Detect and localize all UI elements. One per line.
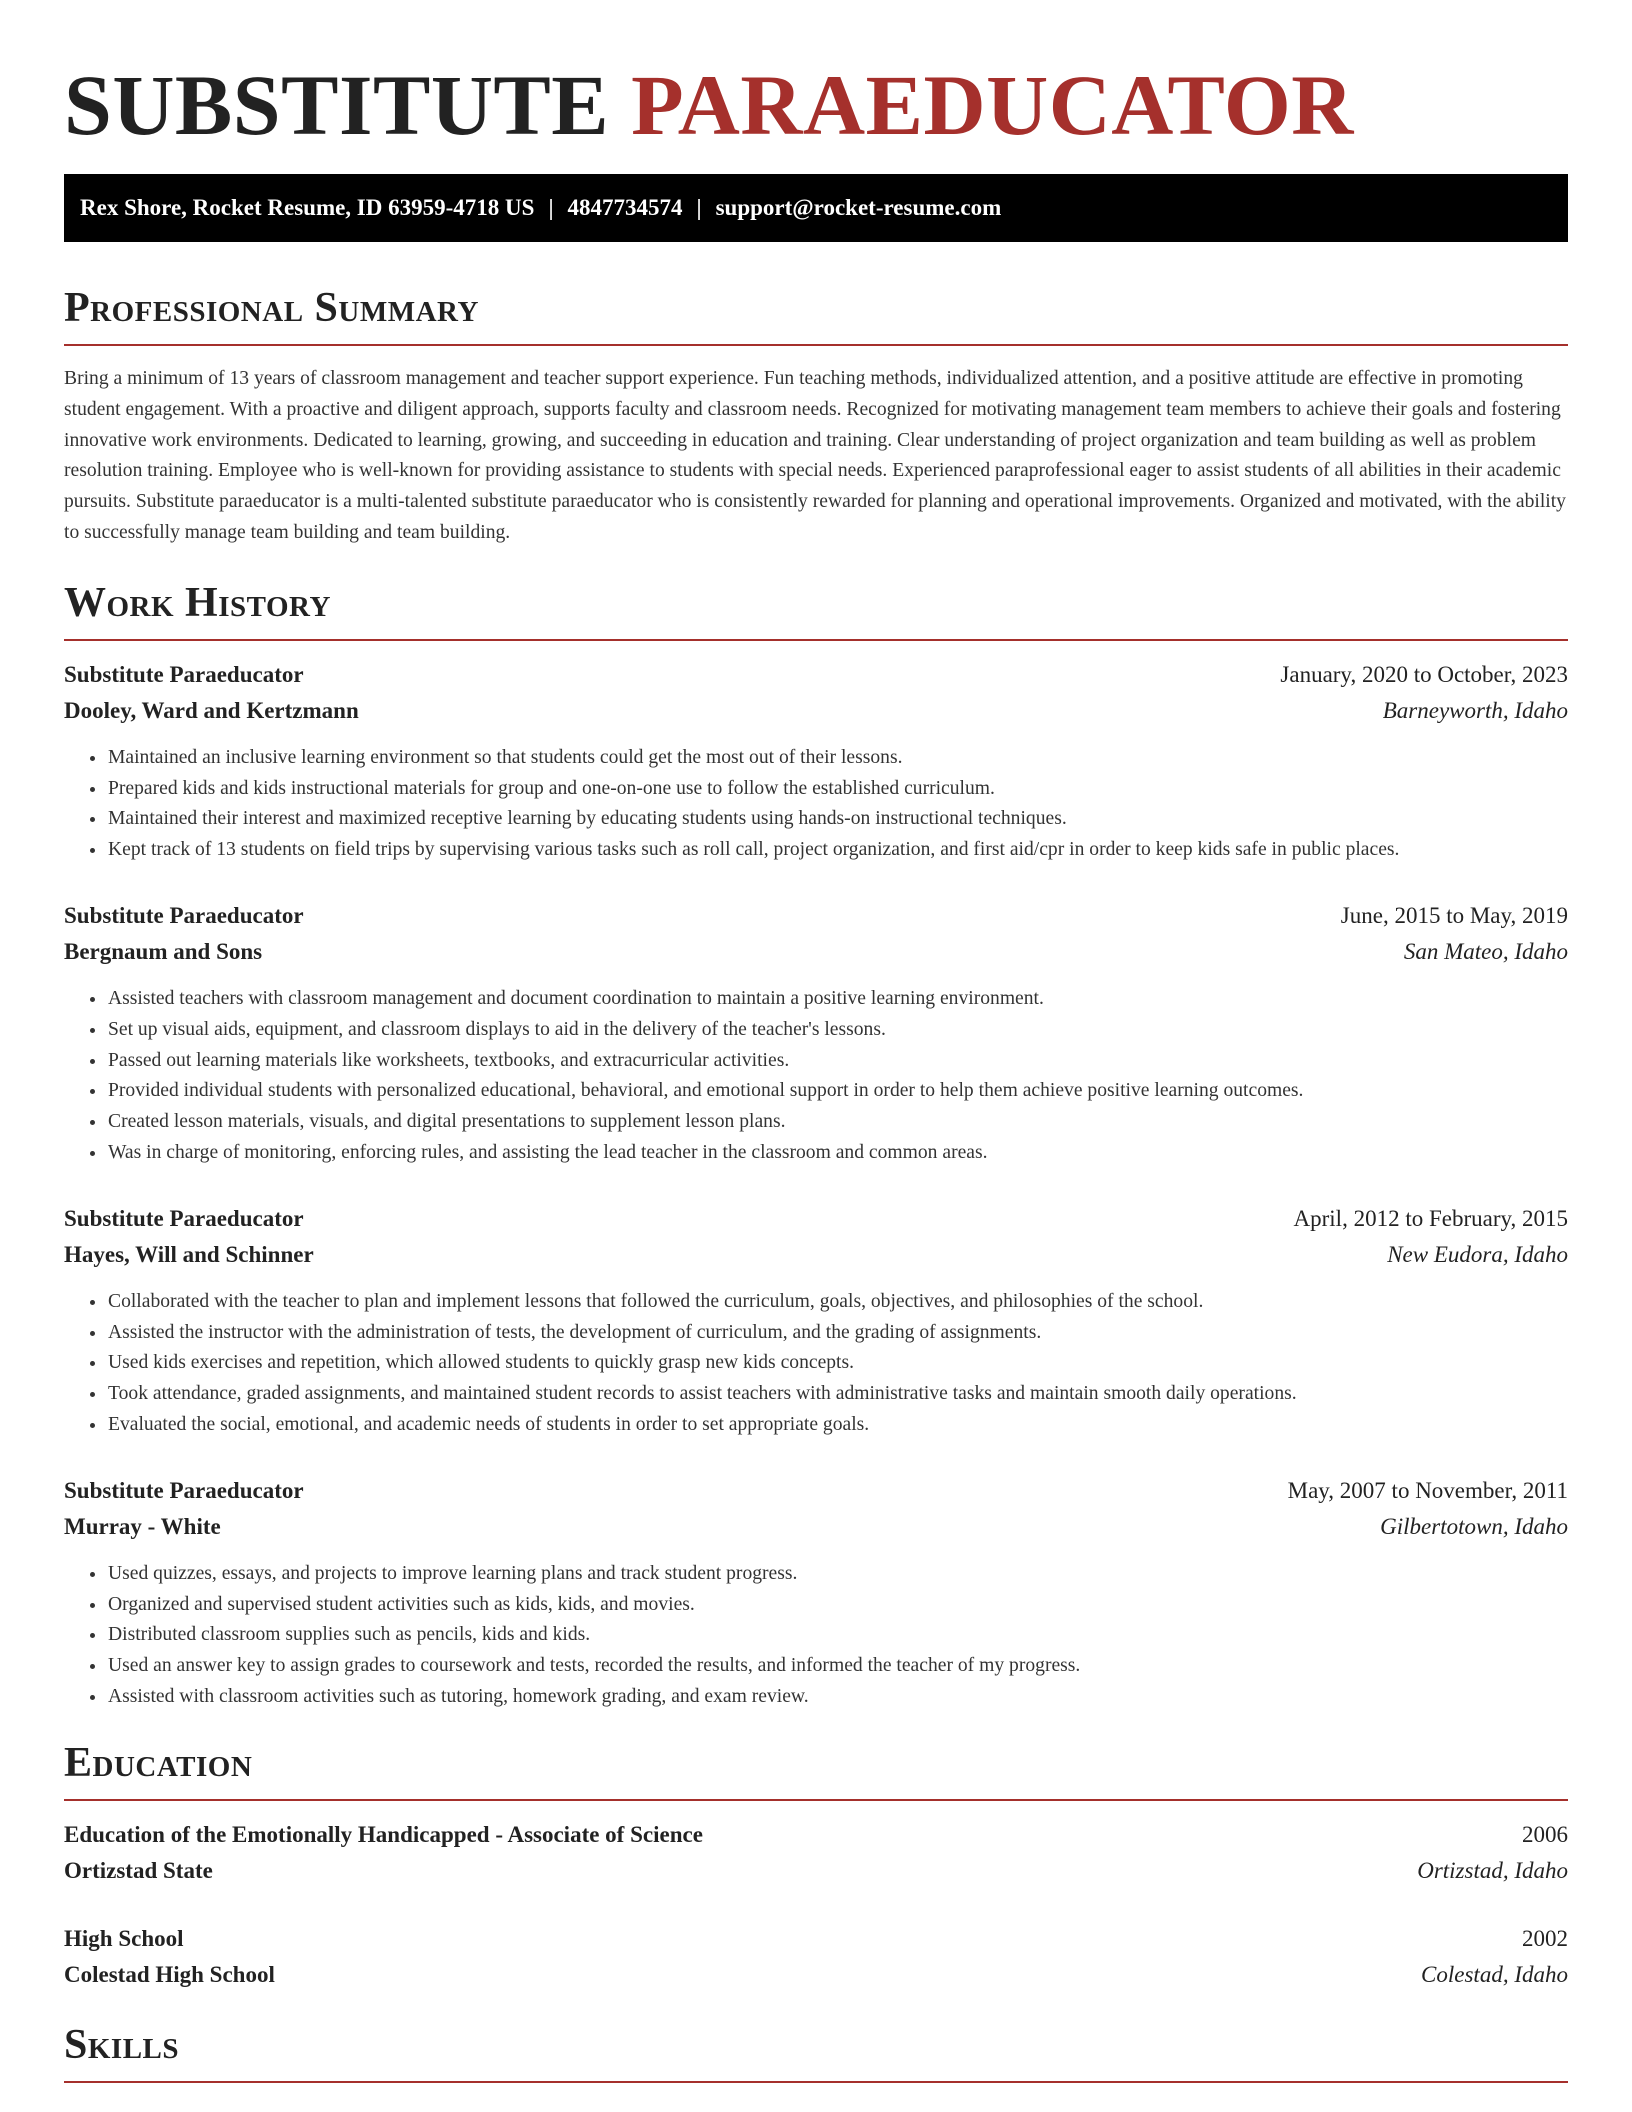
contact-email: support@rocket-resume.com: [715, 195, 1002, 220]
job-company-row: [64, 934, 1568, 970]
title-first-word: SUBSTITUTE: [64, 57, 610, 153]
resume-title: [64, 56, 1568, 154]
work-history-heading: Work History: [64, 577, 1568, 641]
education-degree: Education of the Emotionally Handicapped - Associate of Science: [64, 1821, 703, 1847]
job-bullet: • Organized and supervised student activities such as kids, kids, and movies.: [107, 1590, 1568, 1621]
job-bullet: • Was in charge of monitoring, enforcing rules, and assisting the lead teacher in the classroom and common areas.: [107, 1138, 1568, 1169]
education-school: Colestad High School: [64, 1961, 275, 1987]
job-header-row: [64, 898, 1568, 934]
contact-separator: |: [548, 195, 554, 220]
job-bullet: • Kept track of 13 students on field trips by supervising various tasks such as roll call, project organization, and first aid/cpr in order to keep kids safe in public places.: [107, 835, 1568, 866]
job-company: Bergnaum and Sons: [64, 938, 263, 964]
contact-separator: |: [696, 195, 702, 220]
job-company-row: [64, 1509, 1568, 1545]
education-year: 2002: [1522, 1925, 1568, 1951]
contact-address: Rex Shore, Rocket Resume, ID 63959-4718 US: [80, 195, 535, 220]
education-school-row: [64, 1853, 1568, 1889]
contact-phone: 4847734574: [567, 195, 683, 220]
title-second-word: PARAEDUCATOR: [631, 57, 1354, 153]
job-location: Gilbertotown, Idaho: [1380, 1513, 1568, 1539]
job-bullet: • Prepared kids and kids instructional materials for group and one-on-one use to follow the established curriculum.: [107, 774, 1568, 805]
job-dates: January, 2020 to October, 2023: [1280, 661, 1568, 687]
job-bullet: • Set up visual aids, equipment, and classroom displays to aid in the delivery of the teacher's lessons.: [107, 1015, 1568, 1046]
education-degree-row: [64, 1817, 1568, 1853]
job-bullet: • Created lesson materials, visuals, and digital presentations to supplement lesson plans.: [107, 1107, 1568, 1138]
job-company-row: [64, 693, 1568, 729]
job-bullet: • Assisted the instructor with the administration of tests, the development of curriculum, and the grading of assignments.: [107, 1318, 1568, 1349]
job-bullets: [64, 1287, 1568, 1441]
skills-heading: Skills: [64, 2019, 1568, 2083]
contact-bar: [64, 174, 1568, 242]
job-location: San Mateo, Idaho: [1403, 938, 1568, 964]
education-degree: High School: [64, 1925, 184, 1951]
job-dates: April, 2012 to February, 2015: [1293, 1205, 1568, 1231]
job-bullet: • Collaborated with the teacher to plan and implement lessons that followed the curriculum, goals, objectives, and philosophies of the school.: [107, 1287, 1568, 1318]
job-bullets: [64, 984, 1568, 1169]
education-school-row: [64, 1957, 1568, 1993]
job-entry: [64, 1473, 1568, 1713]
job-bullet: • Used kids exercises and repetition, which allowed students to quickly grasp new kids concepts.: [107, 1348, 1568, 1379]
job-company: Hayes, Will and Schinner: [64, 1241, 314, 1267]
education-location: Colestad, Idaho: [1421, 1961, 1568, 1987]
job-entry: [64, 1201, 1568, 1441]
job-title: Substitute Paraeducator: [64, 1205, 304, 1231]
job-title: Substitute Paraeducator: [64, 661, 304, 687]
job-entry: [64, 898, 1568, 1169]
summary-heading: Professional Summary: [64, 282, 1568, 346]
education-heading: Education: [64, 1737, 1568, 1801]
job-bullet: • Assisted with classroom activities such as tutoring, homework grading, and exam review.: [107, 1682, 1568, 1713]
job-header-row: [64, 1201, 1568, 1237]
job-header-row: [64, 657, 1568, 693]
education-degree-row: [64, 1921, 1568, 1957]
education-entry: [64, 1817, 1568, 1889]
job-company: Dooley, Ward and Kertzmann: [64, 697, 359, 723]
job-dates: June, 2015 to May, 2019: [1340, 902, 1568, 928]
education-school: Ortizstad State: [64, 1857, 213, 1883]
job-company-row: [64, 1237, 1568, 1273]
job-entry: [64, 657, 1568, 866]
job-bullet: • Maintained their interest and maximized receptive learning by educating students using hands-on instructional techniques.: [107, 804, 1568, 835]
job-bullet: • Evaluated the social, emotional, and academic needs of students in order to set appropriate goals.: [107, 1410, 1568, 1441]
job-title: Substitute Paraeducator: [64, 902, 304, 928]
job-header-row: [64, 1473, 1568, 1509]
job-bullet: • Maintained an inclusive learning environment so that students could get the most out of their lessons.: [107, 743, 1568, 774]
job-company: Murray - White: [64, 1513, 221, 1539]
job-location: New Eudora, Idaho: [1387, 1241, 1568, 1267]
job-title: Substitute Paraeducator: [64, 1477, 304, 1503]
job-bullet: • Used an answer key to assign grades to coursework and tests, recorded the results, and informed the teacher of my progress.: [107, 1651, 1568, 1682]
job-bullets: [64, 1559, 1568, 1713]
job-bullet: • Assisted teachers with classroom management and document coordination to maintain a positive learning environment.: [107, 984, 1568, 1015]
education-entry: [64, 1921, 1568, 1993]
education-location: Ortizstad, Idaho: [1417, 1857, 1568, 1883]
job-bullet: • Took attendance, graded assignments, and maintained student records to assist teachers with administrative tasks and maintain smooth daily operations.: [107, 1379, 1568, 1410]
job-bullet: • Provided individual students with personalized educational, behavioral, and emotional support in order to help them achieve positive learning outcomes.: [107, 1076, 1568, 1107]
job-bullets: [64, 743, 1568, 866]
job-bullet: • Used quizzes, essays, and projects to improve learning plans and track student progress.: [107, 1559, 1568, 1590]
job-bullet: • Passed out learning materials like worksheets, textbooks, and extracurricular activities.: [107, 1046, 1568, 1077]
education-year: 2006: [1522, 1821, 1568, 1847]
job-bullet: • Distributed classroom supplies such as pencils, kids and kids.: [107, 1620, 1568, 1651]
summary-text: Bring a minimum of 13 years of classroom management and teacher support experience. Fun teaching methods, individualized attention, and a positive attitude are effective in promoting student engagement. With a proactive and diligent approach, supports faculty and classroom needs. Recognized for motivating management team members to achieve their goals and fostering innovative work environments. Dedicated to learning, growing, and succeeding in education and training. Clear understanding of project organization and team building as well as problem resolution training. Employee who is well-known for providing assistance to students with special needs. Experienced paraprofessional eager to assist students of all abilities in their academic pursuits. Substitute paraeducator is a multi-talented substitute paraeducator who is consistently rewarded for planning and operational improvements. Organized and motivated, with the ability to successfully manage team building and team building.: [64, 368, 1566, 543]
job-location: Barneyworth, Idaho: [1382, 697, 1568, 723]
job-dates: May, 2007 to November, 2011: [1287, 1477, 1568, 1503]
